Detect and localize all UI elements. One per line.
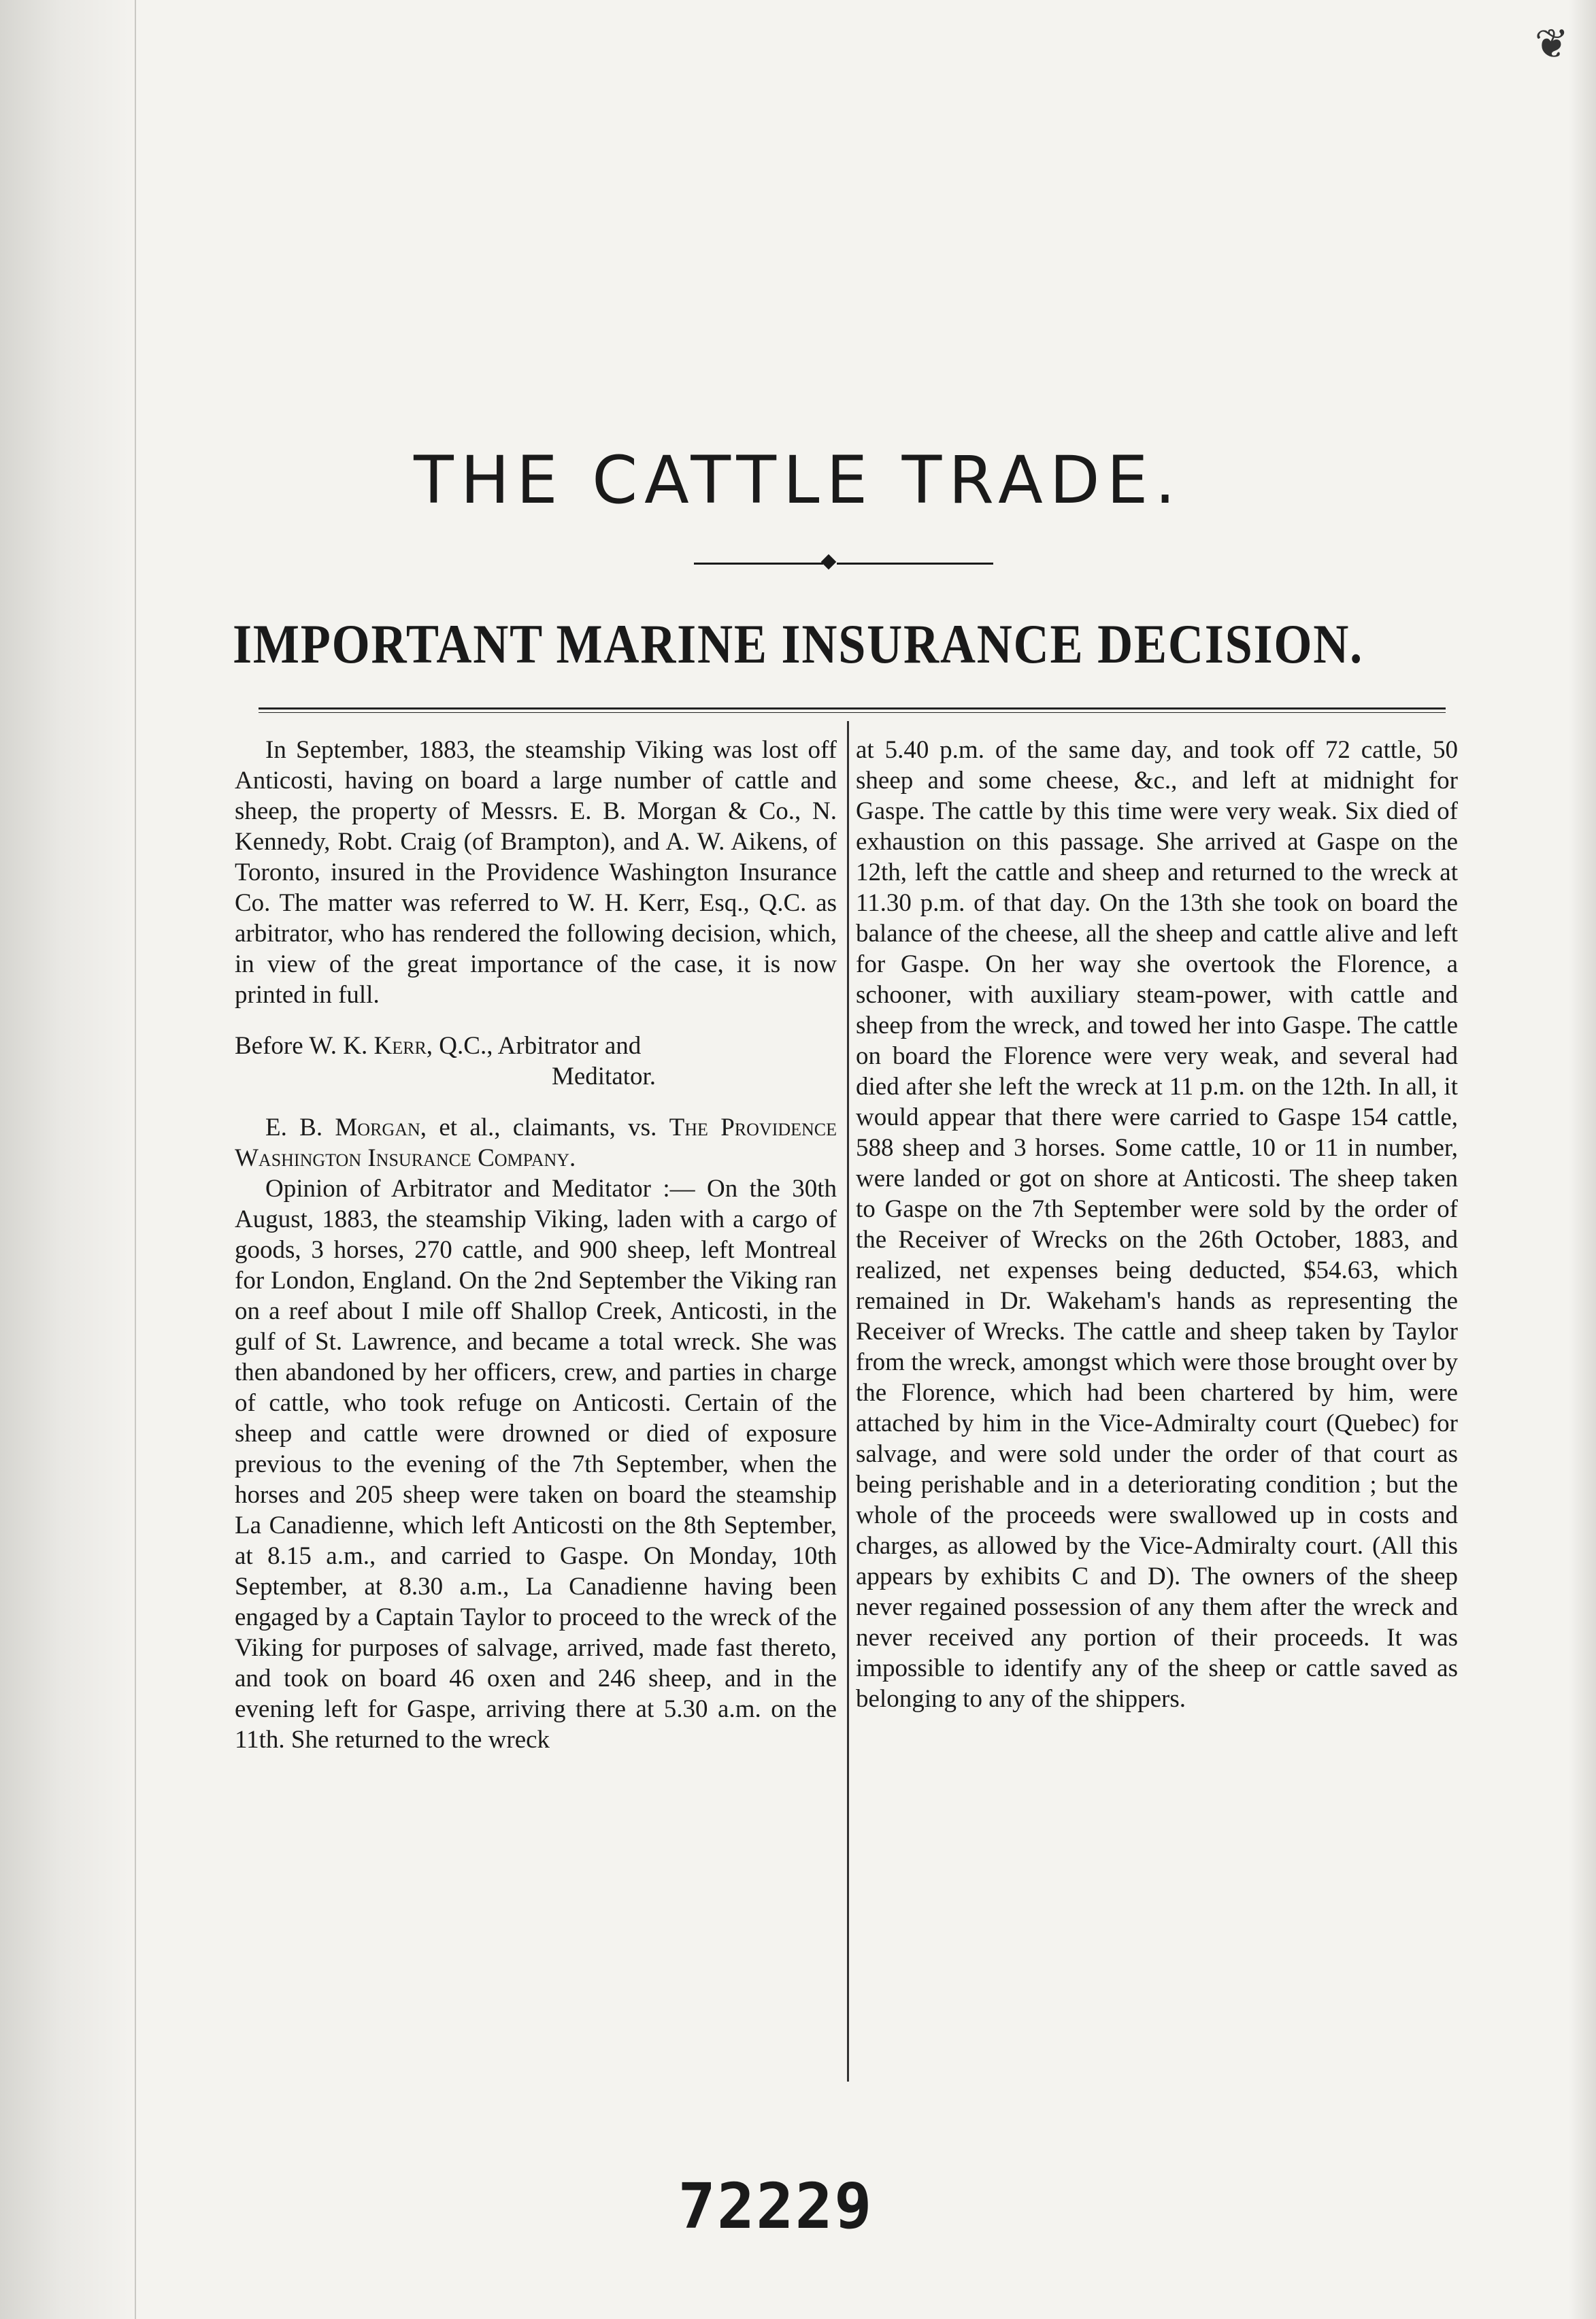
- arbitrator-line: [235, 1031, 837, 1061]
- scanned-right-edge: [1569, 0, 1596, 2319]
- arbitrator-line-suffix: , Q.C., Arbitrator and: [426, 1032, 642, 1060]
- opinion-paragraph: Opinion of Arbitrator and Meditator :— On the 30th August, 1883, the steamship Viking, laden with a cargo of goods, 3 horses, 270 cattle, and 900 sheep, left Montreal for London, England. On the 2nd September the Viking ran on a reef about I mile off Shallop Creek, Anticosti, in the gulf of St. Lawrence, and became a total wreck. She was then abandoned by her officers, crew, and parties in charge of cattle, who took refuge on Anticosti. Certain of the sheep and cattle were drowned or died of exposure previous to the evening of the 7th September, when the horses and 205 sheep were taken on board the steamship La Canadienne, which left Anticosti on the 8th September, at 8.15 a.m., and carried to Gaspe. On Monday, 10th September, at 8.30 a.m., La Canadienne having been engaged by a Captain Taylor to proceed to the wreck of the Viking for purposes of salvage, arrived, made fast thereto, and took on board 46 oxen and 246 sheep, and in the evening left for Gaspe, arriving there at 5.30 a.m. on the 11th. She returned to the wreck: [235, 1175, 837, 1754]
- page-title: THE CATTLE TRADE.: [414, 442, 1182, 518]
- diamond-ornament-icon: [821, 554, 837, 570]
- case-caption: [235, 1112, 837, 1173]
- continued-paragraph: at 5.40 p.m. of the same day, and took off 72 cattle, 50 sheep and some cheese, &c., and left at midnight for Gaspe. The cattle by this time were very weak. Six died of exhaustion on this passage. She arrived at Gaspe on the 12th, left the cattle and sheep and returned to the wreck at 11.30 p.m. of that day. On the 13th she took on board the balance of the cheese, all the sheep and cattle alive and left for Gaspe. On her way she overtook the Florence, a schooner, with auxiliary steam-power, with cattle and sheep from the wreck, and towed her into Gaspe. The cattle on board the Florence were very weak, and several had died after she left the wreck at 11 p.m. on the 12th. In all, it would appear that there were carried to Gaspe 154 cattle, 588 sheep and 3 horses. Some cattle, 10 or 11 in number, were landed or got on shore at Anticosti. The sheep taken to Gaspe on the 7th September were sold by the order of the Receiver of Wrecks on the 26th October, 1883, and realized, net expenses being deducted, $54.63, which remained in Dr. Wakeham's hands as representing the Receiver of Wrecks. The cattle and sheep taken by Taylor from the wreck, amongst which were those brought over by the Florence, which had been chartered by him, were attached by him in the Vice-Admiralty court (Quebec) for salvage, and were sold under the order of that court as being perishable and in a deteriorating condition ; but the whole of the proceeds were swallowed up in costs and charges, as allowed by the Vice-Admiralty court. (All this appears by exhibits C and D). The owners of the sheep never regained possession of any them after the wreck and never received any portion of their proceeds. It was impossible to identify any of the sheep or cattle saved as belonging to any of the shippers.: [856, 736, 1458, 1713]
- binding-shadow-line: [135, 0, 136, 2319]
- case-middle: , et al., claimants, vs.: [420, 1114, 657, 1141]
- arbitrator-name: Kerr: [373, 1032, 427, 1060]
- title-ornament-divider: [694, 556, 993, 570]
- intro-paragraph: In September, 1883, the steamship Viking was lost off Anticosti, having on board a large number of cattle and sheep, the property of Messrs. E. B. Morgan & Co., N. Kennedy, Robt. Craig (of Brampton), and A. W. Aikens, of Toronto, insured in the Providence Washington Insurance Co. The matter was referred to W. H. Kerr, Esq., Q.C. as arbitrator, who has rendered the following decision, which, in view of the great importance of the case, it is now printed in full.: [235, 736, 837, 1009]
- double-rule-divider: [259, 707, 1446, 713]
- corner-ink-mark: ❦: [1534, 20, 1569, 68]
- column-divider: [847, 721, 849, 2082]
- right-column: [856, 735, 1458, 1714]
- left-column: [235, 735, 837, 1755]
- case-defendant: The Providence Washington Insurance Company.: [235, 1114, 837, 1172]
- case-prefix: E. B.: [265, 1114, 323, 1141]
- case-claimant: Morgan: [335, 1114, 420, 1141]
- page-number: 72229: [678, 2170, 874, 2243]
- page-subtitle: IMPORTANT MARINE INSURANCE DECISION.: [233, 613, 1363, 675]
- arbitrator-role: Meditator.: [551, 1063, 656, 1090]
- arbitrator-line-prefix: Before W. K.: [235, 1032, 368, 1060]
- scanned-binding-edge: [0, 0, 136, 2319]
